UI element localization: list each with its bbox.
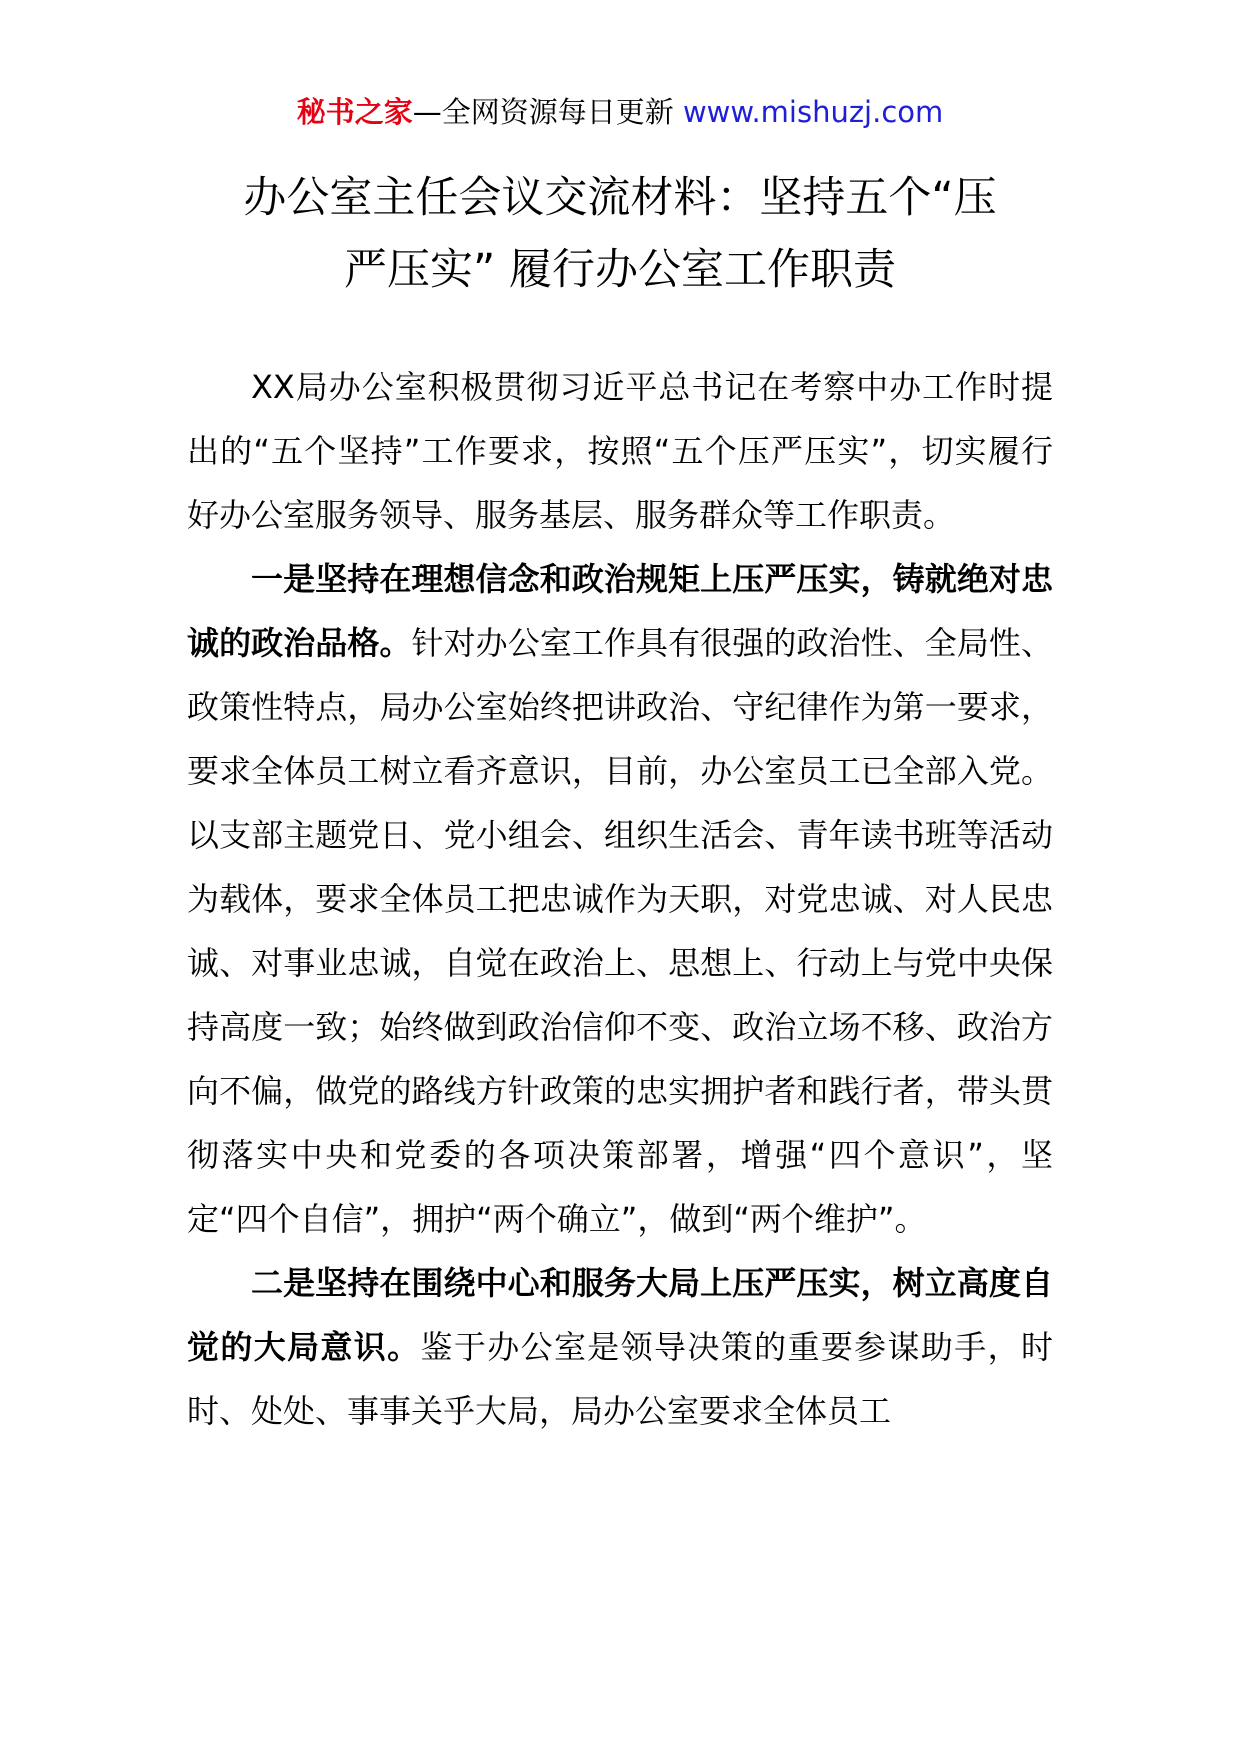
intro-paragraph: XX局办公室积极贯彻习近平总书记在考察中办工作时提出的“五个坚持”工作要求，按照“五个压严压实”，切实履行好办公室服务领导、服务基层、服务群众等工作职责。 bbox=[187, 368, 1053, 534]
section-two-text: 鉴于办公室是领导决策的重要参谋助手，时时、处处、事事关乎大局，局办公室要求全体员工 bbox=[187, 1328, 1053, 1430]
brand-name: 秘书之家 bbox=[296, 95, 413, 129]
section-one-heading: 一是坚持在理想信念和政治规矩上压严压实，铸就绝对忠诚的政治品格。 bbox=[187, 560, 1053, 662]
document-title bbox=[150, 162, 1090, 306]
section-one-text: 针对办公室工作具有很强的政治性、全局性、政策性特点，局办公室始终把讲政治、守纪律作为第一要求，要求全体员工树立看齐意识，目前，办公室员工已全部入党。以支部主题党日、党小组会、组织生活会、青年读书班等活动为载体，要求全体员工把忠诚作为天职，对党忠诚、对人民忠诚、对事业忠诚，自觉在政治上、思想上、行动上与党中央保持高度一致；始终做到政治信仰不变、政治立场不移、政治方向不偏，做党的路线方针政策的忠实拥护者和践行者，带头贯彻落实中央和党委的各项决策部署，增强“四个意识”，坚定“四个自信”，拥护“两个确立”，做到“两个维护”。 bbox=[187, 624, 1053, 1238]
site-url-link[interactable]: www.mishuzj.com bbox=[682, 95, 944, 129]
site-header-banner bbox=[0, 92, 1240, 132]
document-body bbox=[187, 355, 1053, 1443]
section-one-paragraph bbox=[187, 547, 1053, 1251]
header-slogan: —全网资源每日更新 bbox=[412, 95, 674, 129]
document-title-line-1: 办公室主任会议交流材料：坚持五个“压 bbox=[243, 173, 997, 223]
section-two-heading: 二是坚持在围绕中心和服务大局上压严压实，树立高度自觉的大局意识。 bbox=[187, 1264, 1053, 1366]
section-two-paragraph bbox=[187, 1251, 1053, 1443]
document-title-line-2: 严压实” 履行办公室工作职责 bbox=[344, 245, 896, 295]
